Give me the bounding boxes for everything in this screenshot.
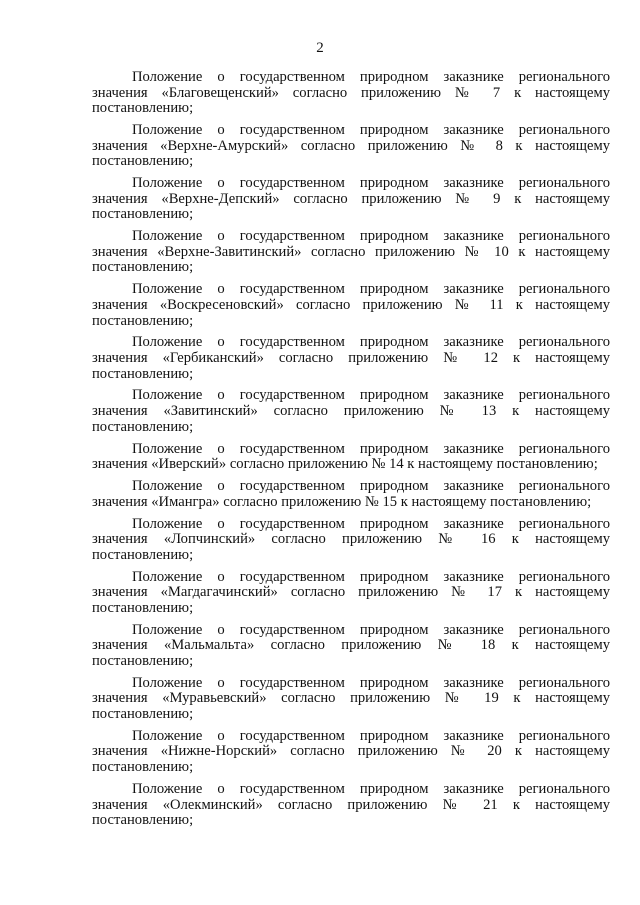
paragraph: Положение о государственном природном заказнике регионального значения «Мальмальта» согласно приложению № 18 к настоящему постановлению; [92, 621, 610, 669]
paragraph: Положение о государственном природном заказнике регионального значения «Муравьевский» согласно приложению № 19 к настоящему постановлению; [92, 674, 610, 722]
paragraph: Положение о государственном природном заказнике регионального значения «Завитинский» согласно приложению № 13 к настоящему постановлению; [92, 387, 610, 435]
paragraph: Положение о государственном природном заказнике регионального значения «Верхне-Завитинский» согласно приложению № 10 к настоящему постановлению; [92, 228, 610, 276]
paragraph: Положение о государственном природном заказнике регионального значения «Воскресеновский» согласно приложению № 11 к настоящему постановлению; [92, 281, 610, 329]
paragraph: Положение о государственном природном заказнике регионального значения «Иверский» согласно приложению № 14 к настоящему постановлению; [92, 440, 610, 473]
paragraph: Положение о государственном природном заказнике регионального значения «Верхне-Амурский» согласно приложению № 8 к настоящему постановлению; [92, 122, 610, 170]
paragraph: Положение о государственном природном заказнике регионального значения «Имангра» согласно приложению № 15 к настоящему постановлению; [92, 478, 610, 510]
paragraph: Положение о государственном природном заказнике регионального значения «Магдагачинский» согласно приложению № 17 к настоящему постановлению; [92, 568, 610, 616]
paragraph: Положение о государственном природном заказнике регионального значения «Верхне-Депский» согласно приложению № 9 к настоящему постановлению; [92, 175, 610, 223]
paragraph: Положение о государственном природном заказнике регионального значения «Благовещенский» согласно приложению № 7 к настоящему постановлению; [92, 69, 610, 117]
paragraph: Положение о государственном природном заказнике регионального значения «Лопчинский» согласно приложению № 16 к настоящему постановлению; [92, 515, 610, 563]
paragraph: Положение о государственном природном заказнике регионального значения «Гербиканский» согласно приложению № 12 к настоящему постановлению; [92, 334, 610, 382]
page-number: 2 [316, 40, 324, 56]
paragraph: Положение о государственном природном заказнике регионального значения «Олекминский» согласно приложению № 21 к настоящему постановлению; [92, 780, 610, 829]
document-body [92, 70, 610, 835]
paragraph: Положение о государственном природном заказнике регионального значения «Нижне-Норский» согласно приложению № 20 к настоящему постановлению; [92, 727, 610, 776]
